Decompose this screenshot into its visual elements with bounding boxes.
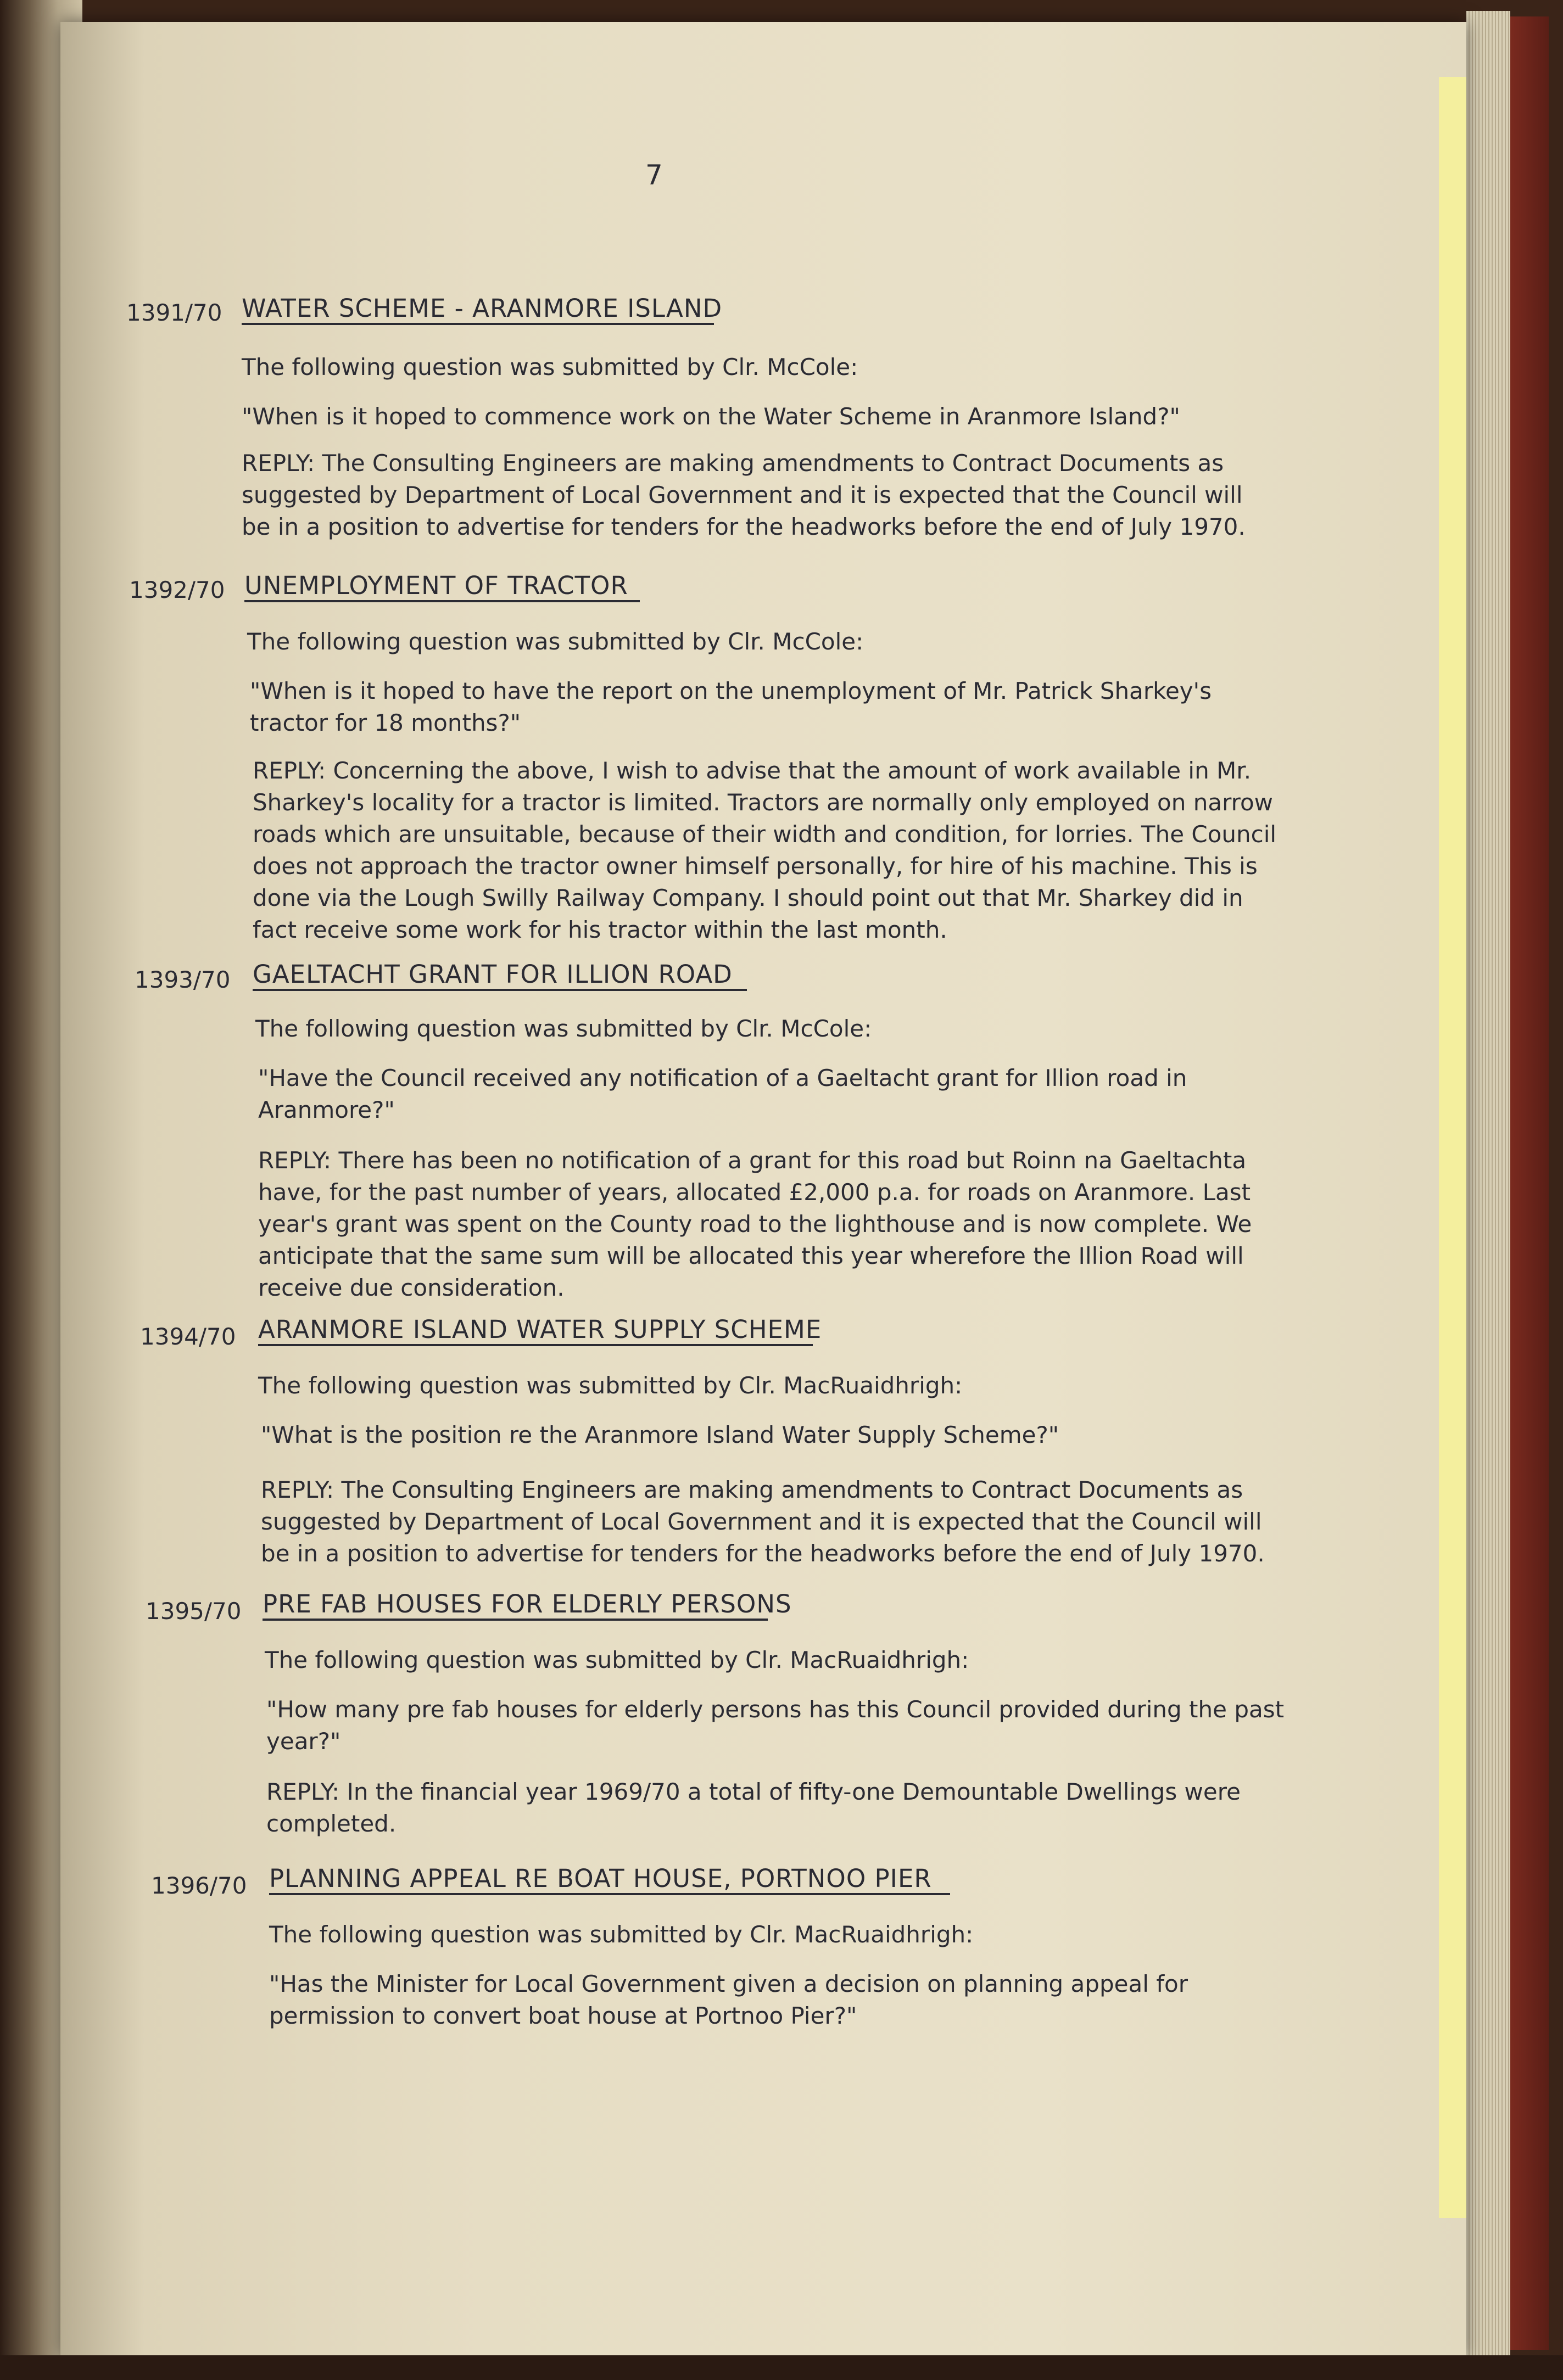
heading-underline	[263, 1619, 768, 1621]
item-heading: ARANMORE ISLAND WATER SUPPLY SCHEME	[258, 1315, 822, 1344]
heading-underline	[242, 323, 714, 325]
bottom-edge	[0, 2355, 1563, 2380]
question-text: "Has the Minister for Local Government given a decision on planning appeal for permission to convert boat house at Portnoo Pier?"	[269, 1970, 1188, 2029]
question-text: "What is the position re the Aranmore Island Water Supply Scheme?"	[261, 1421, 1059, 1448]
question-intro: The following question was submitted by Clr. McCole:	[242, 354, 858, 380]
reply-text: REPLY: Concerning the above, I wish to advise that the amount of work available in Mr. Sharkey's locality for a tractor is limited. Tractors are normally only employed on narrow roads which are unsuitable, because of their width and condition, for lorries. The Council does not approach the tractor owner himself personally, for hire of his machine. This is done via the Lough Swilly Railway Company. I should point out that Mr. Sharkey did in fact receive some work for his tractor within the last month.	[253, 757, 1277, 943]
item-heading: PLANNING APPEAL RE BOAT HOUSE, PORTNOO PIER	[269, 1864, 932, 1893]
item-number: 1395/70	[146, 1598, 242, 1625]
reply-text: REPLY: The Consulting Engineers are making amendments to Contract Documents as suggested by Department of Local Government and it is expected that the Council will be in a position to advertise for tenders for the headworks before the end of July 1970.	[261, 1476, 1265, 1567]
item-number: 1394/70	[140, 1323, 236, 1350]
item-number: 1396/70	[151, 1872, 247, 1899]
question-intro: The following question was submitted by Clr. MacRuaidhrigh:	[258, 1372, 963, 1399]
question-text: "When is it hoped to commence work on the Water Scheme in Aranmore Island?"	[242, 403, 1180, 430]
item-number: 1391/70	[126, 299, 222, 326]
item-heading: UNEMPLOYMENT OF TRACTOR	[244, 571, 628, 600]
question-intro: The following question was submitted by Clr. MacRuaidhrigh:	[269, 1921, 974, 1948]
question-intro: The following question was submitted by Clr. McCole:	[255, 1015, 872, 1042]
yellow-page-edge	[1439, 77, 1466, 2218]
book-cover-edge	[1510, 16, 1549, 2350]
item-heading: GAELTACHT GRANT FOR ILLION ROAD	[253, 960, 733, 989]
question-intro: The following question was submitted by Clr. McCole:	[247, 628, 864, 655]
item-heading: WATER SCHEME - ARANMORE ISLAND	[242, 294, 723, 323]
heading-underline	[258, 1344, 813, 1346]
heading-underline	[253, 989, 747, 991]
question-text: "How many pre fab houses for elderly persons has this Council provided during the past year?"	[266, 1696, 1285, 1755]
reply-text: REPLY: In the financial year 1969/70 a total of fifty-one Demountable Dwellings were completed.	[266, 1778, 1241, 1837]
item-number: 1393/70	[135, 966, 231, 993]
heading-underline	[244, 600, 640, 602]
reply-text: REPLY: There has been no notification of a grant for this road but Roinn na Gaeltachta have, for the past number of years, allocated £2,000 p.a. for roads on Aranmore. Last year's grant was spent on the County road to the lighthouse and is now complete. We anticipate that the same sum will be allocated this year wherefore the Illion Road will receive due consideration.	[258, 1147, 1252, 1301]
page-stack-edge	[1466, 11, 1510, 2355]
question-text: "Have the Council received any notification of a Gaeltacht grant for Illion road in Aranmore?"	[258, 1065, 1187, 1123]
item-number: 1392/70	[129, 576, 225, 603]
item-heading: PRE FAB HOUSES FOR ELDERLY PERSONS	[263, 1589, 792, 1619]
page-number: 7	[645, 159, 663, 191]
heading-underline	[269, 1893, 950, 1895]
question-intro: The following question was submitted by Clr. MacRuaidhrigh:	[265, 1647, 969, 1673]
reply-text: REPLY: The Consulting Engineers are making amendments to Contract Documents as suggested by Department of Local Government and it is expected that the Council will be in a position to advertise for tenders for the headworks before the end of July 1970.	[242, 450, 1246, 540]
question-text: "When is it hoped to have the report on the unemployment of Mr. Patrick Sharkey's tractor for 18 months?"	[250, 677, 1212, 736]
